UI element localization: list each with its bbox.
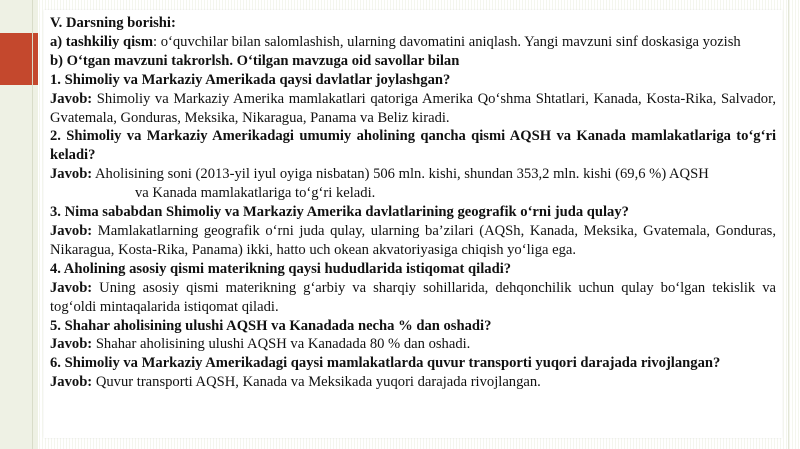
answer-6-text: Quvur transporti AQSH, Kanada va Meksikada yuqori darajada rivojlangan. bbox=[92, 374, 541, 391]
question-2: 2. Shimoliy va Markaziy Amerikadagi umumiy aholining qancha qismi AQSH va Kanada mamlakatlariga to‘g‘ri keladi? bbox=[50, 128, 776, 164]
question-1: 1. Shimoliy va Markaziy Amerikada qaysi davlatlar joylashgan? bbox=[50, 71, 451, 88]
answer-1 bbox=[50, 90, 776, 128]
answer-label: Javob: bbox=[50, 166, 93, 183]
intro-a-text: : o‘quvchilar bilan salomlashish, ularning davomatini aniqlash. Yangi mavzuni sinf doskasiga yozish bbox=[153, 33, 741, 50]
decorative-line-right bbox=[788, 0, 789, 449]
intro-b-text: b) O‘tgan mavzuni takrorlsh. O‘tilgan mavzuga oid savollar bilan bbox=[50, 52, 460, 69]
intro-a-label: a) tashkiliy qism bbox=[50, 33, 153, 50]
slide-content bbox=[44, 10, 782, 438]
answer-label: Javob: bbox=[50, 279, 93, 296]
title-text: V. Darsning borishi: bbox=[50, 15, 176, 31]
answer-6 bbox=[50, 373, 776, 392]
answer-5-text: Shahar aholisining ulushi AQSH va Kanadada 80 % dan oshadi. bbox=[92, 336, 471, 353]
answer-4 bbox=[50, 279, 776, 317]
answer-2-text: Aholisining soni (2013-yil iyul oyiga nisbatan) 506 mln. kishi, shundan 353,2 mln. kishi (69,6 %) AQSH bbox=[92, 166, 709, 183]
answer-1-text: Shimoliy va Markaziy Amerika mamlakatlari qatoriga Amerika Qo‘shma Shtatlari, Kanada, Kosta-Rika, Salvador, Gvatemala, Gonduras, Meksika, Nikaragua, Panama va Beliz kiradi. bbox=[50, 90, 776, 126]
answer-label: Javob: bbox=[50, 90, 93, 107]
decorative-line-left bbox=[32, 0, 33, 449]
answer-4-text: Uning asosiy qismi materikning g‘arbiy va sharqiy sohillarida, dehqonchilik uchun qulay bo‘lgan tekislik va tog‘oldi mintaqalarida istiqomat qiladi. bbox=[50, 279, 776, 315]
answer-3 bbox=[50, 222, 776, 260]
question-6: 6. Shimoliy va Markaziy Amerikadagi qaysi mamlakatlarda quvur transporti yuqori darajada rivojlangan? bbox=[50, 355, 721, 372]
answer-2 bbox=[50, 165, 776, 184]
lesson-text bbox=[44, 10, 782, 392]
question-5: 5. Shahar aholisining ulushi AQSH va Kanadada necha % dan oshadi? bbox=[50, 317, 492, 334]
question-4: 4. Aholining asosiy qismi materikning qaysi hududlarida istiqomat qiladi? bbox=[50, 260, 512, 277]
answer-label: Javob: bbox=[50, 222, 93, 239]
answer-5 bbox=[50, 335, 776, 354]
intro-a bbox=[50, 33, 776, 52]
lesson-title bbox=[50, 14, 776, 33]
answer-label: Javob: bbox=[50, 336, 93, 353]
question-3: 3. Nima sababdan Shimoliy va Markaziy Amerika davlatlarining geografik o‘rni juda qulay? bbox=[50, 204, 629, 221]
answer-label: Javob: bbox=[50, 374, 93, 391]
answer-2-continuation: va Kanada mamlakatlariga to‘g‘ri keladi. bbox=[135, 185, 376, 202]
answer-3-text: Mamlakatlarning geografik o‘rni juda qulay, ularning ba’zilari (AQSh, Kanada, Meksika, Gvatemala, Gonduras, Nikaragua, Kosta-Rika, Panama) ikki, hatto uch okean akvatoriyasiga chiqish yo‘liga ega. bbox=[50, 222, 776, 258]
intro-b bbox=[50, 52, 776, 71]
